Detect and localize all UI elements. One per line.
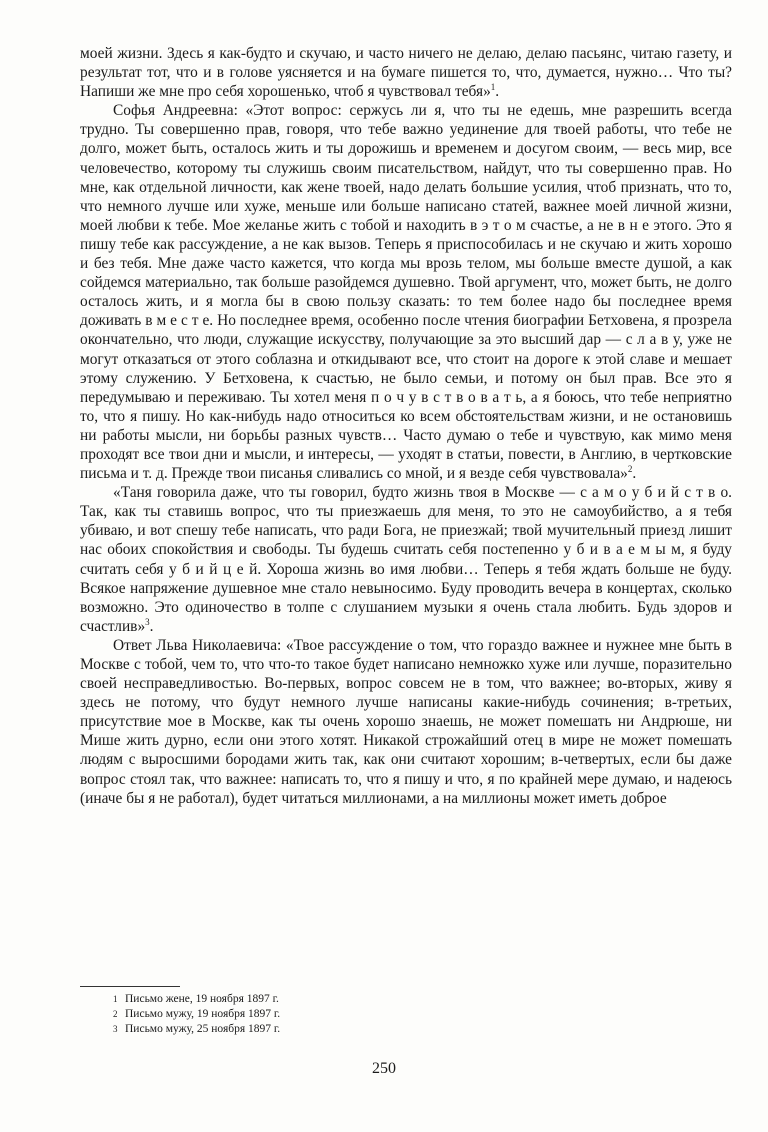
- paragraph-1: моей жизни. Здесь я как-будто и скучаю, и часто ничего не делаю, делаю пасьянс, читаю газету, и результат тот, что и в голове уясняется и на бумаге пишется то, что, думается, нужно… Что ты? Напиши же мне про себя хорошенько, чтоб я чувствовал тебя»$^1$.: [80, 45, 732, 101]
- footnote-2: 2 Письмо мужу, 19 ноября 1897 г.: [113, 1008, 281, 1020]
- paragraph-2: Софья Андреевна: «Этот вопрос: сержусь ли я, что ты не едешь, мне разрешить всегда трудно. Ты совершенно прав, говоря, что тебе важно уединение для твоей работы, что тебе не долго, может быть, осталось жить и ты дорожишь и временем и досугом своим, — весь мир, все человечество, которому ты служишь своим писательством, найдут, что ты совершенно прав. Но мне, как отдельной личности, как жене твоей, надо делать большие усилия, чтоб признать, что то, что немного лучше или хуже, меньше или больше написано статей, важнее моей личной жизни, моей любви к тебе. Мое желанье жить с тобой и находить в э т о м счастье, а не в н е этого. Это я пишу тебе как рассуждение, а не как вызов. Теперь я приспособилась и не скучаю и жить хорошо и без тебя. Мне даже часто кажется, что когда мы врозь телом, мы больше вместе душой, а как сойдемся материально, так больше разойдемся душевно. Твой аргумент, что, может быть, не долго осталось жить, и я могла бы в свою пользу сказать: то тем более надо бы последнее время доживать в м е с т е. Но последнее время, особенно после чтения биографии Бетховена, я прозрела окончательно, что люди, служащие искусству, получающие за это высший дар — с л а в у, уже не могут отказаться от этого соблазна и откидывают все, что стоит на дороге к этой славе и мешает этому служению. У Бетховена, к счастью, не было семьи, и потому он был прав. Все это я передумываю и переживаю. Ты хотел меня п о ч у в с т в о в а т ь, а я боюсь, что тебе неприятно то, что я пишу. Но как-нибудь надо относиться ко всем обстоятельствам жизни, и не остановишь ни работы мысли, ни борьбы разных чувств… Часто думаю о тебе и чувствую, как мимо меня проходят все твои дни и мысли, и интересы, — уходят в статьи, повести, в Англию, в чертковские письма и т. д. Прежде твои писанья сливались со мной, и я везде себя чувствовала»$^2$.: [80, 102, 732, 483]
- main-text: [80, 44, 732, 808]
- paragraph-3: «Таня говорила даже, что ты говорил, будто жизнь твоя в Москве — с а м о у б и й с т в о. Так, как ты ставишь вопрос, что ты приезжаешь для меня, то это не самоубийство, а я тебя убиваю, и вот спешу тебе написать, что ради Бога, не приезжай; твой мучительный приезд лишит нас обоих спокойствия и свободы. Ты будешь считать себя постепенно у б и в а е м ы м, я буду считать себя у б и й ц е й. Хороша жизнь во имя любви… Теперь я тебя ждать больше не буду. Всякое напряжение душевное мне стало невыносимо. Буду проводить вечера в концертах, сколько возможно. Это одиночество в толпе с слушанием музыки я очень стала любить. Будь здоров и счастлив»$^3$.: [80, 484, 732, 635]
- footnote-ref-1: 1: [490, 82, 496, 93]
- footnote-ref-2: 2: [627, 463, 633, 474]
- footnote-divider: [80, 986, 180, 987]
- paragraph-4: Ответ Льва Николаевича: «Твое рассуждение о том, что гораздо важнее и нужнее мне быть в Москве с тобой, чем то, что что-то такое будет написано немножко хуже или лучше, поразительно своей несправедливостью. Во-первых, вопрос совсем не в том, что важнее; во-вторых, живу я здесь не потому, что будут немного лучше написаны какие-нибудь сочинения; в-третьих, присутствие мое в Москве, как ты очень хорошо знаешь, не может помешать ни Андрюше, ни Мише жить дурно, если они этого хотят. Никакой строжайший отец в мире не может помешать людям с выросшими бородами жить так, как они считают хорошим; в-четвертых, если бы даже вопрос стоял так, что важнее: написать то, что я пишу и что, я по крайней мере думаю, и надеюсь (иначе бы я не работал), будет читаться миллионами, а на миллионы может иметь доброе: [80, 636, 732, 807]
- footnotes: [113, 992, 513, 1037]
- footnote-1: 1 Письмо жене, 19 ноября 1897 г.: [113, 993, 279, 1005]
- footnote-ref-3: 3: [145, 616, 150, 627]
- page-number: 250: [372, 1060, 396, 1077]
- footnote-3: 3 Письмо мужу, 25 ноября 1897 г.: [113, 1023, 281, 1035]
